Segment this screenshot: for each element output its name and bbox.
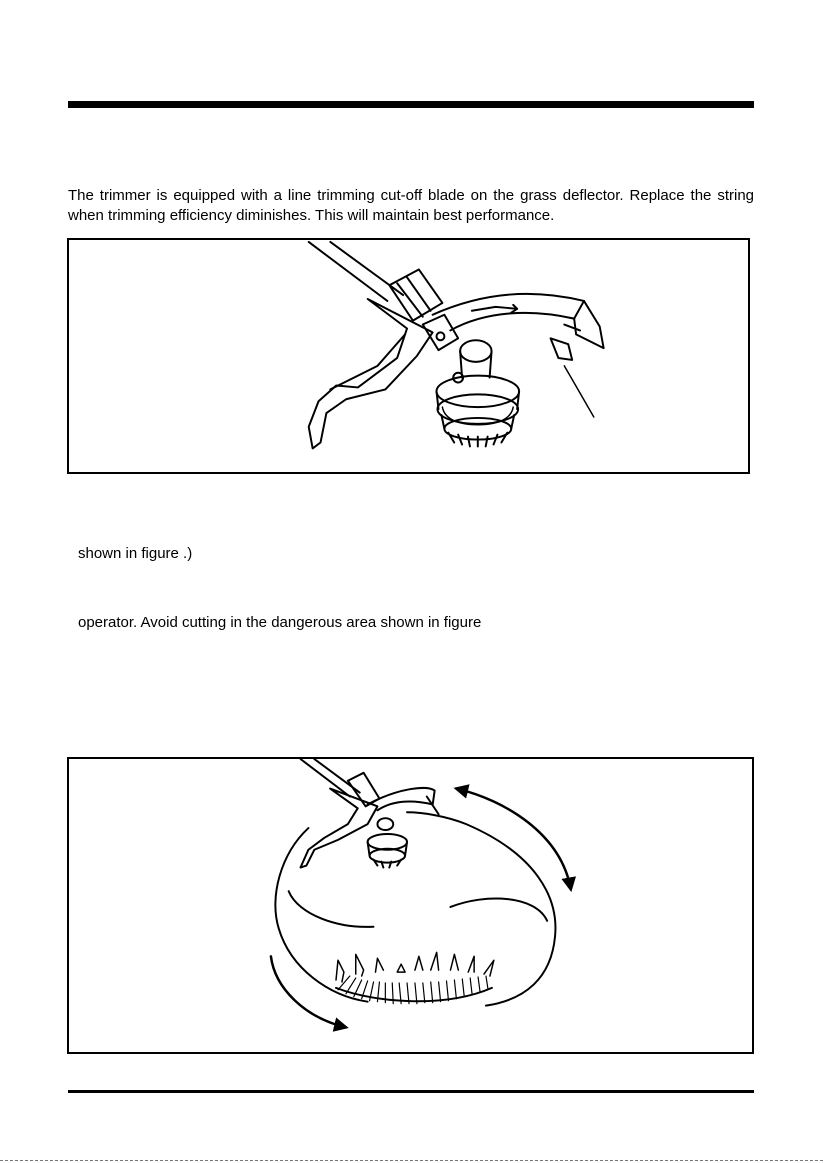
page-edge-dashes — [0, 1160, 823, 1161]
cutting-zone-icon — [69, 759, 752, 1052]
instruction-fragment-2: operator. Avoid cutting in the dangerous area shown in figure — [78, 614, 482, 631]
intro-paragraph: The trimmer is equipped with a line trimming cut-off blade on the grass deflector. Replace the string when trimming efficiency diminishes. This will maintain best performance. — [68, 187, 754, 224]
footer-rule — [68, 1090, 754, 1093]
trimmer-head-icon — [69, 240, 748, 472]
figure-cutoff-blade — [67, 238, 750, 474]
instruction-fragment-1: shown in figure .) — [78, 545, 193, 562]
figure-danger-area — [67, 757, 754, 1054]
header-rule — [68, 101, 754, 108]
